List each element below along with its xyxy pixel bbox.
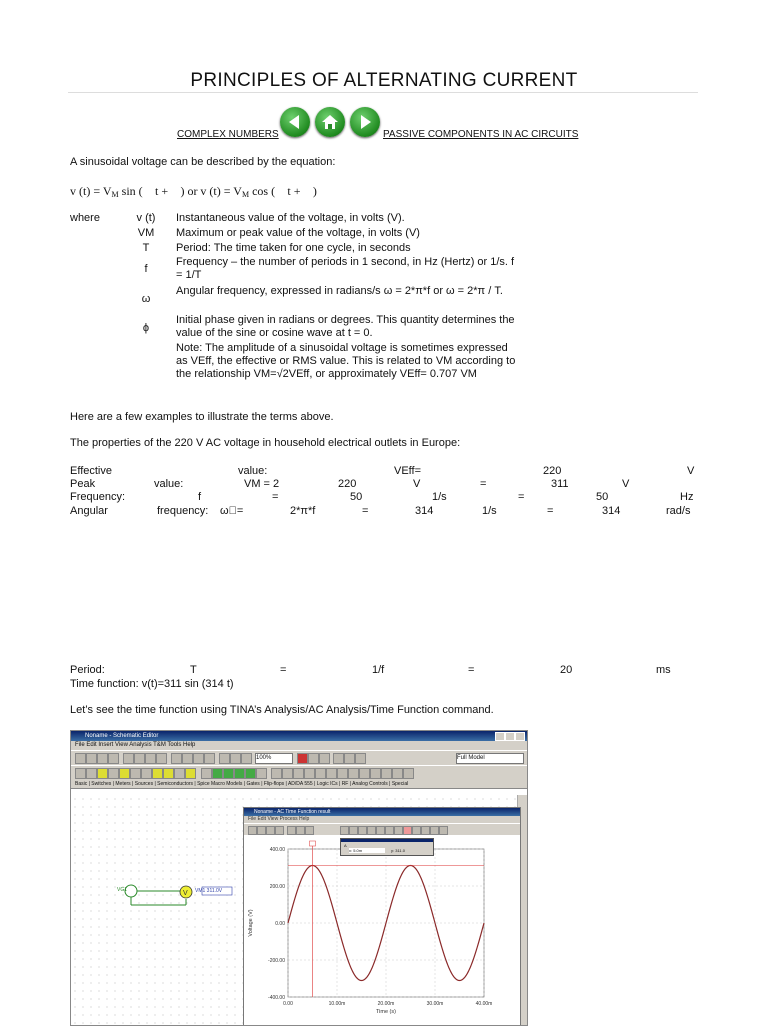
- rms-note: Note: The amplitude of a sinusoidal voltage is sometimes expressed as VEff, the effective or RMS value. This is related to VM according to the relationship VM=√2VEff, or approximately VEff= 0.707 VM: [176, 342, 516, 380]
- time-function-window: [243, 807, 521, 1026]
- table-row-angular: Angular frequency: ω = 2*π*f = 314 1/s = 314 rad/s: [70, 505, 691, 517]
- y-tick-label: 400.00: [269, 847, 285, 853]
- schematic-title-bar: Noname - Schematic Editor: [71, 731, 527, 741]
- symbol-vm: VM: [137, 227, 155, 239]
- definition-f: Frequency – the number of periods in 1 second, in Hz (Hertz) or 1/s. f = 1/T: [176, 256, 515, 281]
- symbol-omega: ω: [141, 293, 151, 305]
- svg-text:V: V: [183, 890, 188, 897]
- cursor-x-value: x: 5.0m: [349, 848, 385, 853]
- cursor-handle: [310, 841, 316, 846]
- table-row-frequency: Frequency: f = 50 1/s = 50 Hz: [70, 491, 694, 503]
- cursor-readout: A x: 5.0m y: 311.0: [340, 838, 434, 856]
- y-tick-label: -200.00: [268, 958, 285, 964]
- cursor-y-value: y: 311.0: [391, 848, 405, 853]
- plot-menu-bar[interactable]: File Edit View Process Help: [248, 816, 310, 822]
- intro-text: A sinusoidal voltage can be described by the equation:: [70, 156, 336, 168]
- y-tick-label: -400.00: [268, 995, 285, 1001]
- x-tick-label: 40.00m: [475, 1001, 493, 1007]
- meter-label: VM1 311.0V: [195, 888, 223, 894]
- symbol-f: f: [144, 263, 148, 275]
- title-divider: [68, 92, 698, 93]
- examples-intro: Here are a few examples to illustrate the terms above.: [70, 411, 334, 423]
- y-tick-label: 200.00: [269, 884, 285, 890]
- time-function-text: Time function: v(t)=311 sin (314 t): [70, 678, 234, 690]
- table-row-peak: Peak value: VM = 2 220 V = 311 V: [70, 478, 630, 490]
- where-label: where: [70, 212, 100, 224]
- x-tick-label: 30.00m: [426, 1001, 444, 1007]
- prev-topic-link[interactable]: COMPLEX NUMBERS: [177, 129, 279, 140]
- navigation-bar: [0, 105, 768, 141]
- x-tick-label: 0.00: [283, 1001, 293, 1007]
- voltage-plot-svg: [244, 835, 520, 1026]
- zoom-select[interactable]: 100%: [255, 753, 293, 764]
- schematic-menu-bar[interactable]: File Edit Insert View Analysis T&M Tools Help: [71, 741, 527, 750]
- schematic-toolbar-1: [71, 750, 527, 765]
- x-tick-label: 20.00m: [377, 1001, 395, 1007]
- page-title: PRINCIPLES OF ALTERNATING CURRENT: [190, 70, 578, 91]
- symbol-phi: ϕ: [142, 322, 150, 334]
- tina-intro: Let’s see the time function using TINA’s Analysis/AC Analysis/Time Function command.: [70, 704, 494, 716]
- back-arrow-icon[interactable]: [280, 107, 310, 137]
- sine-equation: v $(t) = V_M$ sin (  t +  ) or v $(t) = V_M$ cos (  t +  ): [70, 184, 317, 199]
- plot-area[interactable]: [244, 835, 520, 1026]
- model-select[interactable]: Full Model: [456, 753, 524, 764]
- x-tick-label: 10.00m: [328, 1001, 346, 1007]
- definition-vt: Instantaneous value of the voltage, in volts (V).: [176, 212, 405, 224]
- table-row-period: Period: T = 1/f = 20 ms: [70, 664, 671, 676]
- next-topic-link[interactable]: PASSIVE COMPONENTS IN AC CIRCUITS: [383, 129, 579, 140]
- home-icon[interactable]: [315, 107, 345, 137]
- x-axis-label: Time (s): [376, 1009, 396, 1015]
- symbol-t: T: [142, 242, 150, 254]
- tina-screenshot: [70, 730, 528, 1026]
- definition-t: Period: The time taken for one cycle, in seconds: [176, 242, 411, 254]
- forward-arrow-icon[interactable]: [350, 107, 380, 137]
- table-row-effective: Effective value: VEff= 220 V: [70, 465, 695, 477]
- component-tabs[interactable]: Basic | Switches | Meters | Sources | Semiconductors | Spice Macro Models | Gates | Flip-flops | AD/DA 555 | Logic ICs | RF | Analog Controls | Special: [71, 780, 527, 789]
- plot-title-bar: Noname - AC Time Function result: [244, 808, 520, 816]
- definition-vm: Maximum or peak value of the voltage, in volts (V): [176, 227, 420, 239]
- maximize-icon[interactable]: [505, 732, 515, 741]
- schematic-toolbar-2: [71, 765, 527, 780]
- definition-omega: Angular frequency, expressed in radians/s ω = 2*π*f or ω = 2*π / T.: [176, 285, 503, 297]
- generator-label: VG1: [117, 887, 128, 893]
- y-axis-label: Voltage (V): [248, 909, 254, 937]
- y-tick-label: 0.00: [275, 921, 285, 927]
- minimize-icon[interactable]: [495, 732, 505, 741]
- close-icon[interactable]: [515, 732, 525, 741]
- properties-intro: The properties of the 220 V AC voltage in household electrical outlets in Europe:: [70, 437, 461, 449]
- definition-phi: Initial phase given in radians or degrees. This quantity determines the value of the sine or cosine wave at t = 0.: [176, 314, 515, 339]
- symbol-vt: v (t): [136, 212, 156, 224]
